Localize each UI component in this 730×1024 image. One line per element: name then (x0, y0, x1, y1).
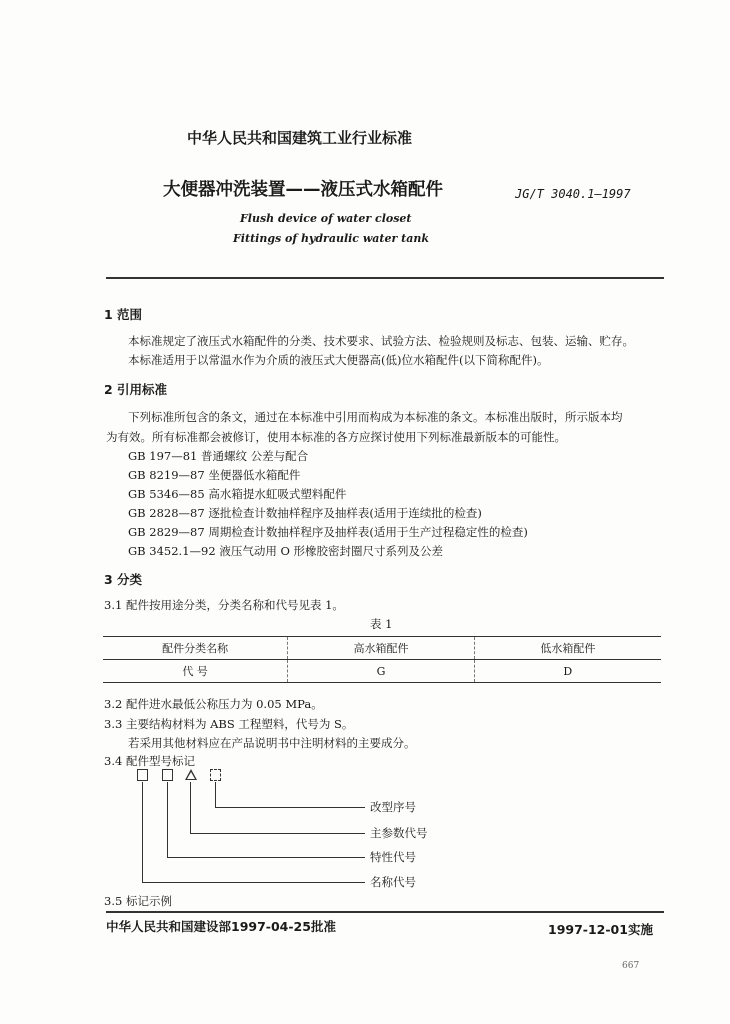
section-2-paragraph-1: 下列标准所包含的条文，通过在本标准中引用而构成为本标准的条文。本标准出版时，所示版本均 (128, 410, 623, 424)
feature-code-box (162, 769, 173, 781)
table-cell: D (474, 660, 661, 683)
table-header-cell: 低水箱配件 (474, 637, 661, 660)
connector (167, 857, 365, 858)
section-1-paragraph-1: 本标准规定了液压式水箱配件的分类、技术要求、试验方法、检验规则及标志、包装、运输、贮存。 (128, 334, 634, 348)
section-3-heading: 3 分类 (104, 572, 143, 587)
clause-3-3: 3.3 主要结构材料为 ABS 工程塑料，代号为 S。 (104, 717, 354, 731)
connector (215, 807, 365, 808)
industry-standard-title: 中华人民共和国建筑工业行业标准 (187, 129, 413, 147)
table-header-cell: 配件分类名称 (103, 637, 288, 660)
section-2-paragraph-2: 为有效。所有标准都会被修订，使用本标准的各方应探讨使用下列标准最新版本的可能性。 (106, 430, 566, 444)
connector (215, 782, 216, 807)
connector (190, 833, 365, 834)
table-header-row (103, 637, 661, 660)
document-title: 大便器冲洗装置——液压式水箱配件 (163, 180, 443, 200)
approval-text: 中华人民共和国建设部1997-04-25批准 (106, 919, 336, 934)
page-number: 667 (622, 961, 640, 971)
connector (190, 782, 191, 833)
table-caption: 表 1 (370, 617, 393, 631)
reference-standard: GB 5346—85 高水箱提水虹吸式塑料配件 (128, 487, 347, 501)
main-parameter-label: 主参数代号 (370, 826, 428, 840)
reference-standard: GB 2828—87 逐批检查计数抽样程序及抽样表(适用于连续批的检查) (128, 506, 482, 520)
name-code-label: 名称代号 (370, 875, 416, 889)
reference-standard: GB 197—81 普通螺纹 公差与配合 (128, 449, 309, 463)
english-title-line-2: Fittings of hydraulic water tank (233, 232, 429, 245)
clause-3-1: 3.1 配件按用途分类，分类名称和代号见表 1。 (104, 598, 344, 612)
table-cell: G (288, 660, 474, 683)
revision-box (210, 769, 221, 781)
name-code-box (137, 769, 148, 781)
reference-standard: GB 8219—87 坐便器低水箱配件 (128, 468, 301, 482)
reference-standard: GB 3452.1—92 液压气动用 O 形橡胶密封圈尺寸系列及公差 (128, 544, 444, 558)
clause-3-4: 3.4 配件型号标记 (104, 754, 195, 768)
english-title-line-1: Flush device of water closet (240, 212, 412, 225)
clause-3-3-note: 若采用其他材料应在产品说明书中注明材料的主要成分。 (128, 736, 416, 750)
classification-table (103, 636, 661, 683)
clause-3-5: 3.5 标记示例 (104, 894, 172, 908)
header-divider (106, 277, 664, 279)
section-1-paragraph-2: 本标准适用于以常温水作为介质的液压式大便器高(低)位水箱配件(以下简称配件)。 (128, 353, 549, 367)
standard-code: JG/T 3040.1—1997 (515, 187, 631, 201)
connector (142, 882, 365, 883)
reference-standard: GB 2829—87 周期检查计数抽样程序及抽样表(适用于生产过程稳定性的检查) (128, 525, 528, 539)
section-2-heading: 2 引用标准 (104, 382, 168, 397)
connector (167, 782, 168, 857)
table-cell: 代 号 (103, 660, 288, 683)
revision-number-label: 改型序号 (370, 800, 416, 814)
clause-3-2: 3.2 配件进水最低公称压力为 0.05 MPa。 (104, 697, 323, 711)
table-row (103, 660, 661, 683)
table-header-cell: 高水箱配件 (288, 637, 474, 660)
connector (142, 782, 143, 882)
main-parameter-triangle (185, 769, 197, 780)
implementation-text: 1997-12-01实施 (548, 922, 653, 937)
footer-divider (106, 911, 664, 913)
feature-code-label: 特性代号 (370, 850, 416, 864)
section-1-heading: 1 范围 (104, 307, 143, 322)
